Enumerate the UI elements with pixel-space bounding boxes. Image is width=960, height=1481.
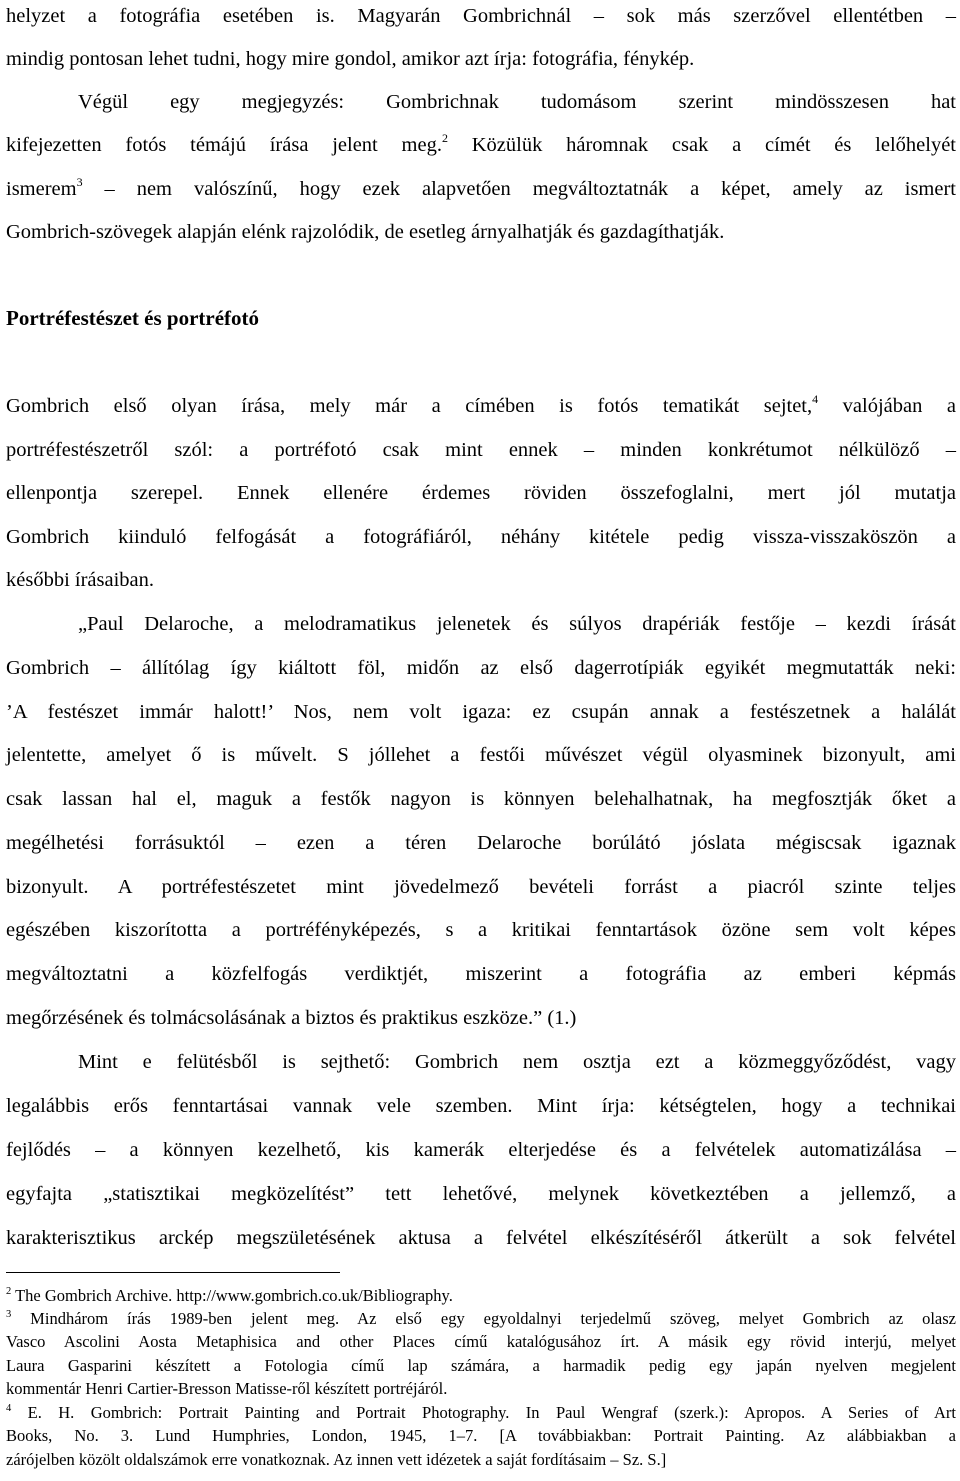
body-line: kifejezetten fotós témájú írása jelent meg.$^2$ Közülük háromnak csak a címét és lelőhelyét bbox=[6, 131, 956, 156]
footnote-line: kommentár Henri Cartier-Bresson Matisse-ről készített portréjáról. bbox=[6, 1379, 448, 1398]
footnote-line: Laura Gasparini készített a Fotologia című lap számára, a harmadik pedig egy japán nyelven megjelent bbox=[6, 1356, 956, 1375]
body-line: legalábbis erős fenntartásai vannak vele szemben. Mint írja: kétségtelen, hogy a technikai bbox=[6, 1095, 956, 1117]
body-line: fejlődés – a könnyen kezelhető, kis kamerák elterjedése és a felvételek automatizálása – bbox=[6, 1139, 956, 1161]
body-line: „Paul Delaroche, a melodramatikus jelenetek és súlyos drapériák festője – kezdi írását bbox=[78, 613, 956, 635]
body-line: mindig pontosan lehet tudni, hogy mire gondol, amikor azt írja: fotográfia, fénykép. bbox=[6, 48, 695, 70]
section-heading: Portréfestészet és portréfotó bbox=[6, 306, 260, 330]
body-line: portréfestészetről szól: a portréfotó csak mint ennek – minden konkrétumot nélkülöző – bbox=[6, 439, 956, 461]
body-line: egyfajta „statisztikai megközelítést” tett lehetővé, melynek következtében a jellemző, a bbox=[6, 1183, 956, 1205]
body-line: helyzet a fotográfia esetében is. Magyarán Gombrichnál – sok más szerzővel ellentétben – bbox=[6, 5, 956, 27]
footnote-ref-2[interactable]: 2 bbox=[441, 131, 448, 145]
body-line: Gombrich első olyan írása, mely már a címében is fotós tematikát sejtet,$^4$ valójában a bbox=[6, 392, 956, 417]
body-line: megélhetési forrásuktól – ezen a téren Delaroche borúlátó jóslata mégiscsak igaznak bbox=[6, 832, 956, 854]
body-line: Gombrich – állítólag így kiáltott föl, midőn az első dagerrotípiák egyikét megmutatták neki: bbox=[6, 657, 956, 679]
footnote-separator bbox=[6, 1272, 340, 1273]
body-line: Gombrich-szövegek alapján elénk rajzolódik, de esetleg árnyalhatják és gazdagíthatják. bbox=[6, 221, 725, 243]
body-line: Mint e felütésből is sejthető: Gombrich nem osztja ezt a közmeggyőződést, vagy bbox=[78, 1051, 956, 1073]
footnote-line: Vasco Ascolini Aosta Metaphisica and other Places című katalógusához írt. A másik egy rövid interjú, melyet bbox=[6, 1332, 956, 1351]
footnote-ref-4[interactable]: 4 bbox=[812, 392, 819, 406]
body-line: megőrzésének és tolmácsolásának a biztos és praktikus eszköze.” (1.) bbox=[6, 1007, 577, 1029]
body-line: jelentette, amelyet ő is művelt. S jóllehet a festői művészet végül olyasminek bizonyult, ami bbox=[6, 744, 956, 766]
body-line: bizonyult. A portréfestészetet mint jövedelmező bevételi forrást a piacról szinte teljes bbox=[6, 876, 956, 898]
body-line: Végül egy megjegyzés: Gombrichnak tudomásom szerint mindösszesen hat bbox=[78, 91, 956, 113]
body-line: későbbi írásaiban. bbox=[6, 569, 155, 591]
body-line: ’A festészet immár halott!’ Nos, nem volt igaza: ez csupán annak a festészetnek a halálát bbox=[6, 701, 956, 723]
body-line: egészében kiszorította a portréfényképezés, s a kritikai fenntartások özöne sem volt képes bbox=[6, 919, 956, 941]
body-line: karakterisztikus arckép megszületésének aktusa a felvétel elkészítéséről átkerült a sok felvétel bbox=[6, 1227, 956, 1249]
body-line: megváltoztatni a közfelfogás verdiktjét, miszerint a fotográfia az emberi képmás bbox=[6, 963, 956, 985]
footnote-ref-3[interactable]: 3 bbox=[76, 175, 83, 189]
footnote-2: $^2$ The Gombrich Archive. http://www.gombrich.co.uk/Bibliography. bbox=[6, 1286, 453, 1305]
footnote-4: $^4$ E. H. Gombrich: Portrait Painting and Portrait Photography. In Paul Wengraf (szerk.): Apropos. A Series of Art bbox=[6, 1403, 956, 1422]
body-line: csak lassan hal el, maguk a festők nagyon is könnyen belehalhatnak, ha megfosztják őket a bbox=[6, 788, 956, 810]
footnote-3: $^3$ Mindhárom írás 1989-ben jelent meg. Az első egy egyoldalnyi terjedelmű szöveg, melyet Gombrich az olasz bbox=[6, 1309, 956, 1328]
body-line: Gombrich kiinduló felfogását a fotográfiáról, néhány kitétele pedig vissza-visszaköszön a bbox=[6, 526, 956, 548]
footnote-line: Books, No. 3. Lund Humphries, London, 1945, 1–7. [A továbbiakban: Portrait Painting. Az alábbiakban a bbox=[6, 1426, 956, 1445]
body-line: ismerem$^3$ – nem valószínű, hogy ezek alapvetően megváltoztatnák a képet, amely az ismert bbox=[6, 175, 956, 200]
body-line: ellenpontja szerepel. Ennek ellenére érdemes röviden összefoglalni, mert jól mutatja bbox=[6, 482, 956, 504]
footnote-line: zárójelben közölt oldalszámok erre vonatkoznak. Az innen vett idézetek a saját fordításaim – Sz. S.] bbox=[6, 1450, 667, 1469]
